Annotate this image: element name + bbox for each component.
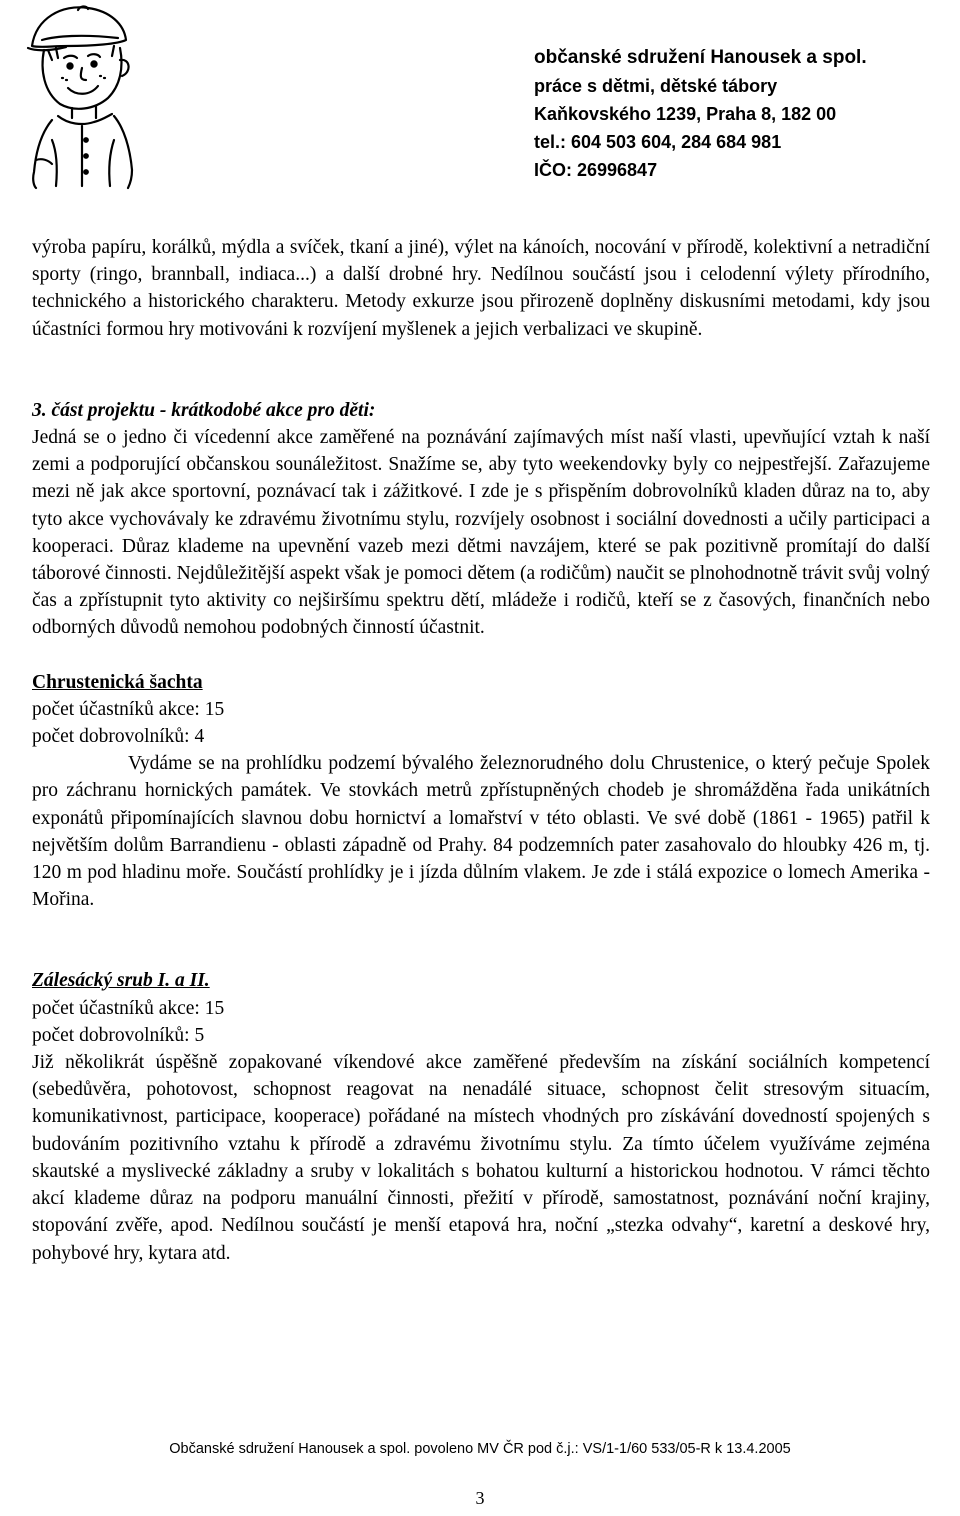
place-title-chrustenice: Chrustenická šachta bbox=[32, 671, 203, 693]
page-number: 3 bbox=[475, 1488, 485, 1508]
child-with-cap-drawing-icon bbox=[22, 0, 140, 190]
footer-note: Občanské sdružení Hanousek a spol. povoleno MV ČR pod č.j.: VS/1-1/60 533/05-R k 13.4.2005 bbox=[169, 1441, 791, 1457]
organization-phone: tel.: 604 503 604, 284 684 981 bbox=[534, 132, 782, 152]
place-description: Již několikrát úspěšně zopakované víkendové akce zaměřené především na získání sociálních kompetencí (sebedůvěra, pohotovost, schopnost reagovat na nenadálé situace, schopnost čelit stresovým situacím, komunikativnost, participace, kooperace) pořádané na místech vhodných pro získávání dovedností spojených s budováním pozitivního vztahu k přírodě a zdravému životnímu stylu. Za tímto účelem využíváme zejména skautské a myslivecké základny a sruby v lokalitách s bohatou kulturní a historickou hodnotou. V rámci těchto akcí klademe důraz na podporu manuální činnosti, přežití v přírodě, samostatnost, poznávání noční krajiny, stopování zvěře, apod. Nedílnou součástí je menší etapová hra, noční „stezka odvahy“, karetní a deskové hry, pohybové hry, kytara atd. bbox=[32, 1052, 930, 1264]
place-title-srub: Zálesácký srub I. a II. bbox=[32, 970, 210, 992]
participants-count: počet účastníků akce: 15 bbox=[32, 698, 225, 720]
letterhead bbox=[534, 44, 944, 184]
organization-address: Kaňkovského 1239, Praha 8, 182 00 bbox=[534, 104, 837, 124]
section-paragraph: Jedná se o jedno či vícedenní akce zaměřené na poznávání zajímavých míst naší vlasti, upevňující vztah k naší zemi a podporující občanskou sounáležitost. Snažíme se, aby tyto weekendovky byly co nejpestřejší. Zařazujeme mezi ně jak akce sportovní, poznávací tak i zážitkové. I zde je s přispěním dobrovolníků kladen důraz na to, aby tyto akce vychovávaly ke zdravému životnímu stylu, rozvíjely osobnost i sociální dovednosti a učily participaci a kooperaci. Důraz klademe na upevnění vazeb mezi dětmi navzájem, které se pak pozitivně promítají do další táborové činnosti. Nejdůležitější aspekt však je pomoci dětem (a rodičům) naučit se plnohodnotně trávit svůj volný čas a zpřístupnit tyto aktivity co nejširšímu spektru dětí, mládeže i rodičů, kteří se z časových, finančních nebo odborných důvodů nemohou podobných činností účastnit. bbox=[32, 427, 930, 639]
volunteers-count: počet dobrovolníků: 5 bbox=[32, 1024, 205, 1046]
document-body bbox=[32, 234, 930, 1267]
section-heading: 3. část projektu - krátkodobé akce pro děti: bbox=[32, 399, 376, 421]
place-description: Vydáme se na prohlídku podzemí bývalého železnorudného dolu Chrustenice, o který pečuje Spolek pro záchranu hornických památek. Ve stovkách metrů zpřístupněných chodeb je shromážděna řada unikátních exponátů připomínajících slavnou dobu hornictví a lomařství v této oblasti. Ve své době (1861 - 1965) patřil k největším dolům Barrandienu - oblasti západně od Prahy. 84 podzemních pater zasahovalo do hloubky 426 m, tj. 120 m pod hladinu moře. Součástí prohlídky je i jízda důlním vlakem. Je zde i stálá expozice o lomech Amerika - Mořina. bbox=[32, 753, 930, 911]
logo bbox=[22, 0, 140, 190]
organization-name: občanské sdružení Hanousek a spol. bbox=[534, 47, 867, 68]
volunteers-count: počet dobrovolníků: 4 bbox=[32, 726, 205, 748]
intro-paragraph: výroba papíru, korálků, mýdla a svíček, tkaní a jiné), výlet na kánoích, nocování v přírodě, kolektivní a netradiční sporty (ringo, brannball, indiaca...) a další drobné hry. Nedílnou součástí jsou i celodenní výlety přírodního, technického a historického charakteru. Metody exkurze jsou přirozeně doplněny diskusními metodami, kdy jsou účastníci formou hry motivováni k rozvíjení myšlenek a jejich verbalizaci ve skupině. bbox=[32, 237, 930, 340]
organization-ico: IČO: 26996847 bbox=[534, 160, 658, 180]
organization-activity: práce s dětmi, dětské tábory bbox=[534, 76, 778, 96]
participants-count: počet účastníků akce: 15 bbox=[32, 997, 225, 1019]
